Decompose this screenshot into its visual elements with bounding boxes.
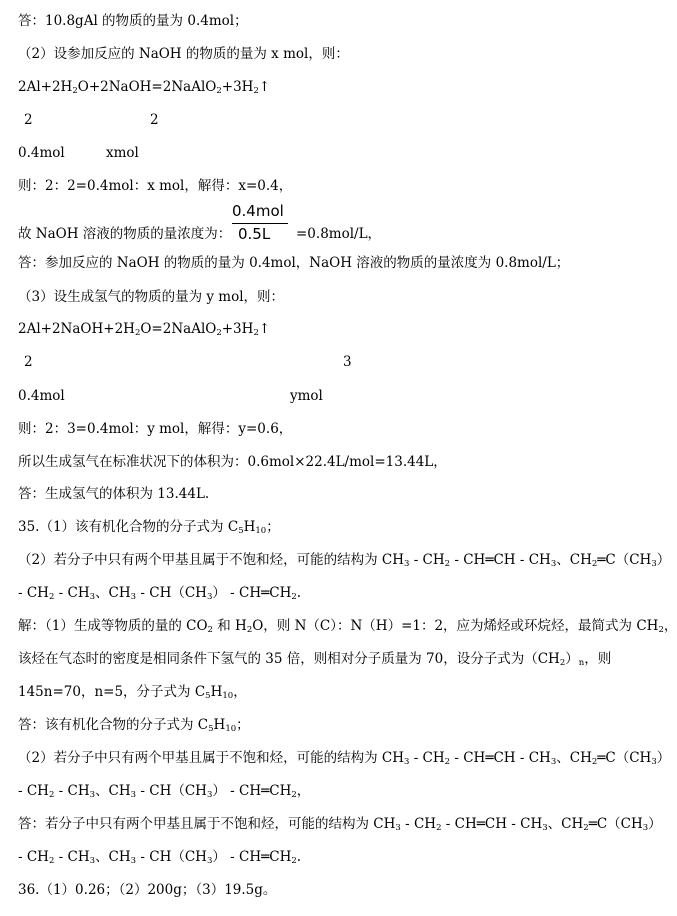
text-line: 35.（1）该有机化合物的分子式为 $C_5H_{10}$； xyxy=(18,519,280,536)
text-line: （3）设生成氢气的物质的量为 y mol，则： xyxy=(18,289,285,305)
text-line: 则：2：3=0.4mol：y mol，解得：y=0.6， xyxy=(18,421,293,437)
text-line: 解：（1）生成等物质的量的 $CO_2$ 和 $H_2O$，则 N（C）：N（H）=1：2，应为烯烃或环烷烃，最简式为 $CH_2$， xyxy=(18,618,677,635)
text-line: =0.8mol/L， xyxy=(296,226,382,242)
coefficient: 3 xyxy=(343,354,352,370)
text-line: 答：生成氢气的体积为 13.44L. xyxy=(18,486,210,502)
quantity: 0.4mol xyxy=(18,388,65,404)
coefficient: 2 xyxy=(150,112,159,128)
text-line: 36.（1）0.26；（2）200g；（3）19.5g。 xyxy=(18,882,277,898)
text-line: 答：10.8gAl 的物质的量为 0.4mol； xyxy=(18,13,248,29)
coefficient: 2 xyxy=(24,112,33,128)
text-line: - $CH_2 - CH_3$、$CH_3 - CH(CH_3)$ - $CH═CH_2$. xyxy=(18,585,302,602)
text-line: 所以生成氢气在标准状况下的体积为：0.6mol×22.4L/mol=13.44L， xyxy=(18,454,447,470)
text-line: - $CH_2 - CH_3$、$CH_3 - CH(CH_3)$ - $CH═CH_2$. xyxy=(18,849,302,866)
text-line: - $CH_2 - CH_3$、$CH_3 - CH(CH_3)$ - $CH═CH_2$， xyxy=(18,783,311,800)
fraction xyxy=(232,202,290,246)
fraction-numerator: 0.4mol xyxy=(232,202,284,220)
text-line: 答：参加反应的 NaOH 的物质的量为 0.4mol，NaOH 溶液的物质的量浓度为 0.8mol/L； xyxy=(18,255,570,271)
equation-line: $2Al+2H_2O+2NaOH=2NaAlO_2+3H_2↑$ xyxy=(18,79,271,96)
text-line: （2）设参加反应的 NaOH 的物质的量为 x mol，则： xyxy=(18,46,349,62)
text-line: 则：2：2=0.4mol：x mol，解得：x=0.4， xyxy=(18,178,293,194)
quantity: xmol xyxy=(106,145,139,161)
text-line: （2）若分子中只有两个甲基且属于不饱和烃，可能的结构为 $CH_3 - CH_2$ - CH═CH - $CH_3$、$CH_2═C(CH_3)$ xyxy=(18,552,671,569)
coefficient: 2 xyxy=(24,354,33,370)
text-line: （2）若分子中只有两个甲基且属于不饱和烃，可能的结构为 $CH_3 - CH_2$ - CH═CH - $CH_3$、$CH_2═C(CH_3)$ xyxy=(18,750,671,767)
quantity: 0.4mol xyxy=(18,145,65,161)
fraction-bar xyxy=(232,223,288,224)
text-line: 该烃在气态时的密度是相同条件下氢气的 35 倍，则相对分子质量为 70，设分子式为$(CH_2)_n$，则 xyxy=(18,651,612,668)
quantity: ymol xyxy=(290,388,323,404)
equation-line: $2Al+2NaOH+2H_2O=2NaAlO_2+3H_2↑$ xyxy=(18,321,271,338)
text-line: 145n=70，n=5，分子式为 $C_5H_{10}$， xyxy=(18,684,247,701)
text-line: 故 NaOH 溶液的物质的量浓度为： xyxy=(18,226,232,242)
text-line: 答：若分子中只有两个甲基且属于不饱和烃，可能的结构为 $CH_3 - CH_2$ - CH═CH - $CH_3$、$CH_2═C(CH_3)$ xyxy=(18,816,662,833)
fraction-denominator: 0.5L xyxy=(238,225,271,243)
text-line: 答：该有机化合物的分子式为 $C_5H_{10}$； xyxy=(18,717,250,734)
